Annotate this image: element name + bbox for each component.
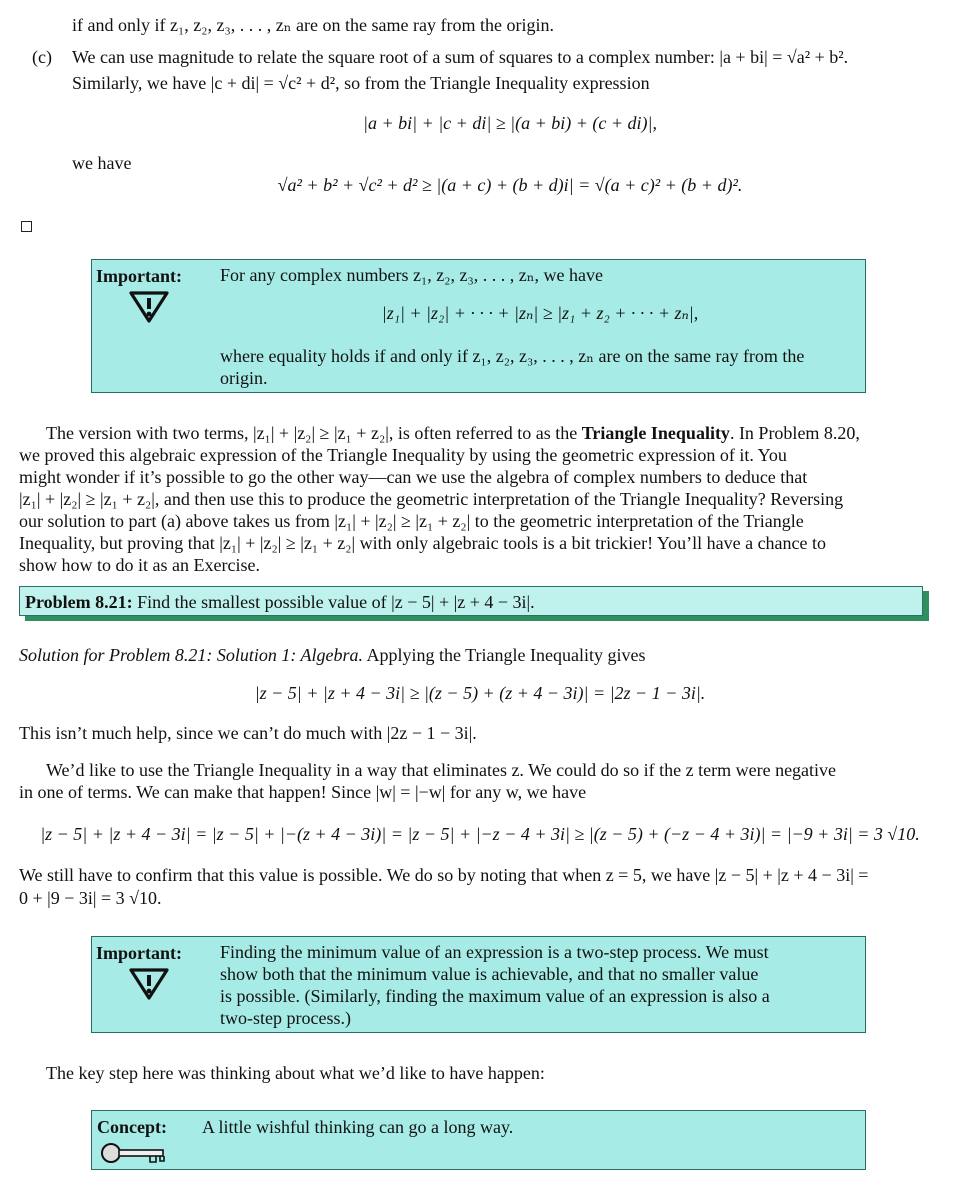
important-label: Important: bbox=[96, 943, 182, 963]
solution-intro bbox=[19, 644, 646, 667]
key-step-text: The key step here was thinking about what we’d like to have happen: bbox=[46, 1063, 545, 1083]
paragraph-line: The version with two terms, |z₁| + |z₂| ≥ |z₁ + z₂|, is often referred to as the Triangle Inequality. In Problem 8.20, bbox=[46, 423, 860, 443]
solution-para-line2: in one of terms. We can make that happen! Since |w| = |−w| for any w, we have bbox=[19, 782, 587, 802]
important-box-ray bbox=[91, 259, 866, 393]
equation-sum-magnitudes: |a + bi| + |c + di| ≥ |(a + bi) + (c + di)|, bbox=[363, 113, 657, 133]
important2-line: show both that the minimum value is achievable, and that no smaller value bbox=[220, 964, 759, 984]
important2-line: two-step process.) bbox=[220, 1008, 351, 1028]
important-label: Important: bbox=[96, 266, 182, 286]
part-c-label: (c) bbox=[32, 47, 52, 67]
solution-equation-1: |z − 5| + |z + 4 − 3i| ≥ |(z − 5) + (z + 4 − 3i)| = |2z − 1 − 3i|. bbox=[254, 683, 706, 703]
confirm-line2: 0 + |9 − 3i| = 3 √10. bbox=[19, 888, 162, 908]
triangle-inequality-paragraph bbox=[19, 422, 939, 576]
problem-box bbox=[19, 586, 923, 616]
important2-line: is possible. (Similarly, finding the maximum value of an expression is also a bbox=[220, 986, 770, 1006]
important-box-minimum bbox=[91, 936, 866, 1033]
we-have-text: we have bbox=[72, 153, 132, 173]
important-equation: |z₁| + |z₂| + · · · + |zₙ| ≥ |z₁ + z₂ + · · · + zₙ|, bbox=[381, 303, 699, 323]
solution-heading: Solution for Problem 8.21: Solution 1: Algebra. bbox=[19, 645, 363, 665]
warning-triangle-icon bbox=[128, 290, 170, 324]
key-icon bbox=[100, 1141, 172, 1165]
bold-term: Triangle Inequality bbox=[581, 423, 730, 443]
solution-line-2: This isn’t much help, since we can’t do much with |2z − 1 − 3i|. bbox=[19, 723, 477, 743]
concept-text: A little wishful thinking can go a long way. bbox=[202, 1117, 514, 1137]
paragraph-line: might wonder if it’s possible to go the other way—can we use the algebra of complex numbers to deduce that bbox=[19, 467, 808, 487]
confirm-line1: We still have to confirm that this value is possible. We do so by noting that when z = 5, we have |z − 5| + |z + 4 − 3i| = bbox=[19, 865, 869, 885]
continued-line: if and only if z₁, z₂, z₃, . . . , zₙ are on the same ray from the origin. bbox=[72, 15, 554, 35]
warning-triangle-icon bbox=[128, 967, 170, 1001]
paragraph-line: our solution to part (a) above takes us from |z₁| + |z₂| ≥ |z₁ + z₂| to the geometric interpretation of the Triangle bbox=[19, 511, 804, 531]
qed-symbol bbox=[21, 221, 32, 232]
paragraph-line: we proved this algebraic expression of the Triangle Inequality by using the geometric expression of it. You bbox=[19, 445, 787, 465]
equation-sqrt-inequality: √a² + b² + √c² + d² ≥ |(a + c) + (b + d)i| = √(a + c)² + (b + d)². bbox=[277, 175, 743, 195]
concept-box bbox=[91, 1110, 866, 1170]
important-line3: origin. bbox=[220, 368, 268, 388]
solution-para-line1: We’d like to use the Triangle Inequality in a way that eliminates z. We could do so if the z term were negative bbox=[46, 760, 837, 780]
important2-line: Finding the minimum value of an expression is a two-step process. We must bbox=[220, 942, 769, 962]
paragraph-line: |z₁| + |z₂| ≥ |z₁ + z₂|, and then use this to produce the geometric interpretation of the Triangle Inequality? Reversing bbox=[19, 489, 844, 509]
important-line1: For any complex numbers z₁, z₂, z₃, . . . , zₙ, we have bbox=[220, 265, 604, 285]
important-line2: where equality holds if and only if z₁, z₂, z₃, . . . , zₙ are on the same ray from the bbox=[220, 346, 805, 366]
problem-statement bbox=[25, 591, 535, 614]
problem-text: Find the smallest possible value of |z − 5| + |z + 4 − 3i|. bbox=[137, 592, 535, 612]
paragraph-line: show how to do it as an Exercise. bbox=[19, 555, 260, 575]
part-c-line1: We can use magnitude to relate the square root of a sum of squares to a complex number: |a + bi| = √a² + b². bbox=[72, 47, 849, 67]
problem-label: Problem 8.21: bbox=[25, 592, 133, 612]
solution-equation-2: |z − 5| + |z + 4 − 3i| = |z − 5| + |−(z + 4 − 3i)| = |z − 5| + |−z − 4 + 3i| ≥ |(z − 5) + (−z − 4 + 3i)| = |−9 + 3i| = 3 √10. bbox=[40, 824, 920, 844]
paragraph-line: Inequality, but proving that |z₁| + |z₂| ≥ |z₁ + z₂| with only algebraic tools is a bit trickier! You’ll have a chance to bbox=[19, 533, 827, 553]
part-c-line2: Similarly, we have |c + di| = √c² + d², so from the Triangle Inequality expression bbox=[72, 73, 650, 93]
solution-intro-text: Applying the Triangle Inequality gives bbox=[366, 645, 646, 665]
concept-label: Concept: bbox=[97, 1117, 167, 1137]
